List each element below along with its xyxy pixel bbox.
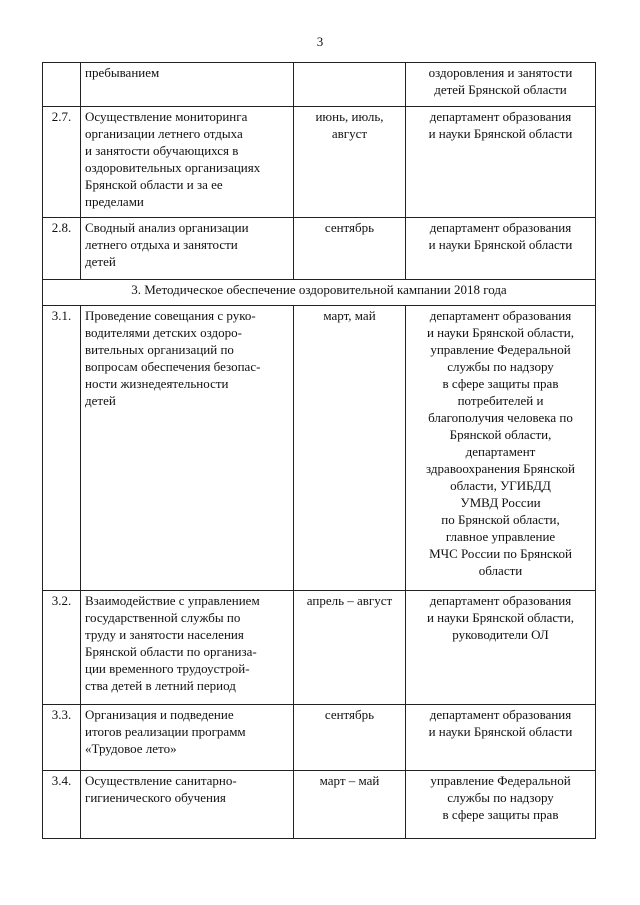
cell-line: оздоровительных организациях — [85, 160, 261, 175]
responsible-cell — [406, 218, 596, 280]
cell-line: сентябрь — [324, 707, 375, 722]
cell-line: труду и занятости населения — [85, 627, 244, 642]
cell-line: здравоохранения Брянской — [426, 461, 575, 476]
cell-line: ности жизнедеятельности — [85, 376, 229, 391]
cell-line: благополучия человека по — [428, 410, 573, 425]
cell-line: август — [331, 126, 368, 141]
section-3-title: 3. Методическое обеспечение оздоровительной кампании 2018 года — [43, 280, 596, 306]
cell-line: МЧС России по Брянской — [429, 546, 572, 561]
date-cell — [294, 705, 406, 771]
cell-line: Взаимодействие с управлением — [85, 593, 260, 608]
date-cell — [294, 771, 406, 839]
table-row — [43, 63, 596, 107]
cell-line: ства детей в летний период — [85, 678, 236, 693]
cell-line: и науки Брянской области — [428, 724, 573, 739]
cell-line: сентябрь — [324, 220, 375, 235]
cell-line: детей — [85, 254, 116, 269]
cell-line: и науки Брянской области, — [426, 325, 575, 340]
table-row — [43, 218, 596, 280]
row-number — [43, 63, 81, 107]
row-number: 3.1. — [43, 306, 81, 591]
date-cell — [294, 63, 406, 107]
row-number: 3.3. — [43, 705, 81, 771]
cell-line: департамент образования — [429, 308, 572, 323]
activity-cell — [81, 771, 294, 839]
cell-line: главное управление — [445, 529, 556, 544]
cell-line: государственной службы по — [85, 610, 241, 625]
table-body-section-3-header — [43, 280, 596, 306]
cell-line: март, май — [323, 308, 376, 323]
table-row — [43, 107, 596, 218]
cell-line: и науки Брянской области — [428, 126, 573, 141]
cell-line: департамент образования — [429, 593, 572, 608]
responsible-cell — [406, 591, 596, 705]
table-row — [43, 591, 596, 705]
cell-line: и занятости обучающихся в — [85, 143, 239, 158]
cell-line: Брянской области, — [449, 427, 552, 442]
activity-cell — [81, 591, 294, 705]
date-cell — [294, 218, 406, 280]
cell-line: гигиенического обучения — [85, 790, 226, 805]
activity-cell — [81, 705, 294, 771]
activity-cell — [81, 306, 294, 591]
cell-line: и науки Брянской области, — [426, 610, 575, 625]
activity-cell — [81, 63, 294, 107]
cell-line: департамент образования — [429, 707, 572, 722]
cell-line: Брянской области по организа- — [85, 644, 257, 659]
row-number: 3.2. — [43, 591, 81, 705]
cell-line: водителями детских оздоро- — [85, 325, 242, 340]
responsible-cell — [406, 107, 596, 218]
cell-line: руководители ОЛ — [452, 627, 549, 642]
cell-line: летнего отдыха и занятости — [85, 237, 238, 252]
cell-line: апрель – август — [306, 593, 393, 608]
cell-line: департамент — [465, 444, 536, 459]
cell-line: Брянской области и за ее — [85, 177, 223, 192]
cell-line: Организация и подведение — [85, 707, 234, 722]
cell-line: вительных организаций по — [85, 342, 234, 357]
cell-line: управление Федеральной — [430, 342, 571, 357]
responsible-cell — [406, 705, 596, 771]
cell-line: детей Брянской области — [434, 82, 567, 97]
date-cell — [294, 306, 406, 591]
cell-line: июнь, июль, — [315, 109, 384, 124]
cell-line: ции временного трудоустрой- — [85, 661, 250, 676]
table-row — [43, 705, 596, 771]
cell-line: Осуществление санитарно- — [85, 773, 237, 788]
table-body-section-3 — [43, 306, 596, 839]
table-body-section-2 — [43, 63, 596, 280]
cell-line: детей — [85, 393, 116, 408]
responsible-cell — [406, 306, 596, 591]
cell-line: службы по надзору — [447, 359, 554, 374]
cell-line: департамент образования — [429, 109, 572, 124]
responsible-cell — [406, 771, 596, 839]
table-row — [43, 306, 596, 591]
cell-line: Проведение совещания с руко- — [85, 308, 256, 323]
row-number: 3.4. — [43, 771, 81, 839]
cell-line: по Брянской области, — [441, 512, 560, 527]
cell-line: март – май — [319, 773, 380, 788]
section-header-row — [43, 280, 596, 306]
row-number: 2.8. — [43, 218, 81, 280]
cell-line: потребителей и — [457, 393, 544, 408]
plan-table — [42, 62, 596, 839]
cell-line: «Трудовое лето» — [85, 741, 177, 756]
cell-line: УМВД России — [460, 495, 541, 510]
cell-line: оздоровления и занятости — [428, 65, 573, 80]
cell-line: управление Федеральной — [430, 773, 571, 788]
cell-line: вопросам обеспечения безопас- — [85, 359, 261, 374]
cell-line: и науки Брянской области — [428, 237, 573, 252]
date-cell — [294, 107, 406, 218]
cell-line: пребыванием — [85, 65, 160, 80]
page-number: 3 — [316, 34, 324, 49]
table-row — [43, 771, 596, 839]
cell-line: службы по надзору — [447, 790, 554, 805]
cell-line: Осуществление мониторинга — [85, 109, 248, 124]
cell-line: области — [478, 563, 523, 578]
cell-line: в сфере защиты прав — [442, 807, 559, 822]
responsible-cell — [406, 63, 596, 107]
cell-line: пределами — [85, 194, 144, 209]
cell-line: области, УГИБДД — [450, 478, 551, 493]
row-number: 2.7. — [43, 107, 81, 218]
date-cell — [294, 591, 406, 705]
activity-cell — [81, 107, 294, 218]
activity-cell — [81, 218, 294, 280]
cell-line: Сводный анализ организации — [85, 220, 249, 235]
cell-line: итогов реализации программ — [85, 724, 246, 739]
cell-line: в сфере защиты прав — [442, 376, 559, 391]
cell-line: организации летнего отдыха — [85, 126, 243, 141]
cell-line: департамент образования — [429, 220, 572, 235]
